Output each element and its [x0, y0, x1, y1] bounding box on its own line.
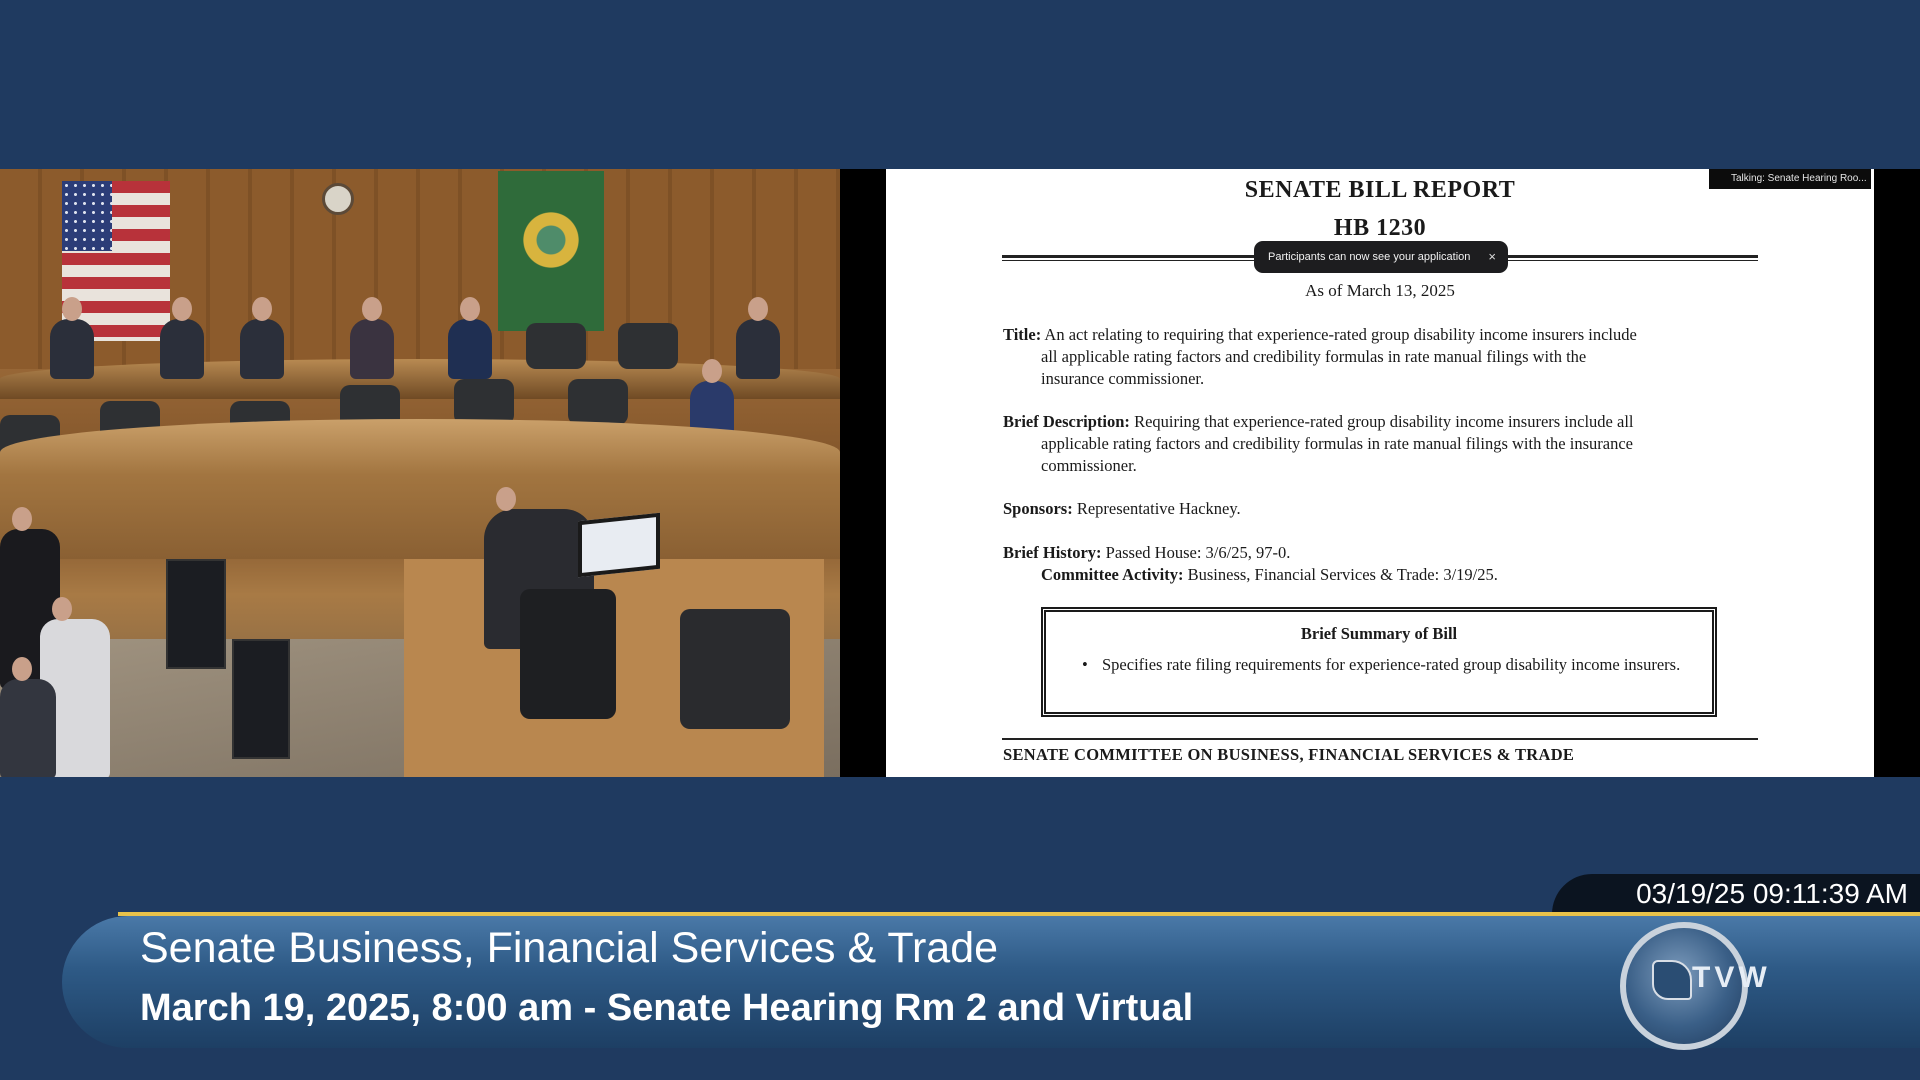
senator-2 — [160, 319, 204, 379]
brief-summary-bullet: • Specifies rate filing requirements for experience-rated group disability income insurers. — [1082, 654, 1682, 676]
brief-history-label: Brief History: — [1003, 543, 1102, 562]
as-of-date: As of March 13, 2025 — [1305, 281, 1455, 300]
laptop-screen — [578, 513, 660, 578]
hearing-room-video — [0, 169, 840, 777]
empty-chair — [454, 379, 514, 425]
state-seal — [520, 209, 582, 271]
brief-description-2: applicable rating factors and credibility formulas in rate manual filings with the insurance — [1041, 434, 1633, 453]
section-rule — [1002, 738, 1758, 740]
program-subtitle: March 19, 2025, 8:00 am - Senate Hearing Rm 2 and Virtual — [140, 987, 1194, 1029]
report-title: SENATE BILL REPORT — [1244, 177, 1516, 203]
close-icon[interactable]: × — [1488, 249, 1496, 264]
senator-1 — [50, 319, 94, 379]
staff-seated — [0, 679, 56, 777]
sponsors-label: Sponsors: — [1003, 499, 1073, 518]
staff-monitor — [232, 639, 290, 759]
committee-heading: SENATE COMMITTEE ON BUSINESS, FINANCIAL SERVICES & TRADE — [1003, 745, 1575, 764]
senator-6 — [736, 319, 780, 379]
empty-chair — [618, 323, 678, 369]
title-text-2: all applicable rating factors and credibility formulas in rate manual filings with the — [1041, 347, 1587, 366]
lower-dais — [0, 419, 840, 559]
title-label: Title: — [1003, 325, 1042, 344]
washington-state-icon — [1652, 960, 1692, 1000]
brief-description-3: commissioner. — [1041, 456, 1137, 475]
title-text-1: An act relating to requiring that experience-rated group disability income insurers include — [1044, 325, 1637, 344]
sponsors-text: Representative Hackney. — [1076, 499, 1241, 518]
title-text-3: insurance commissioner. — [1041, 369, 1205, 388]
staff-monitor — [166, 559, 226, 669]
brief-description-field — [1003, 411, 1763, 477]
bill-number: HB 1230 — [1333, 215, 1427, 241]
senator-4 — [350, 319, 394, 379]
committee-activity-text: Business, Financial Services & Trade: 3/19/25. — [1187, 565, 1498, 584]
tvw-logo-text: TVW — [1692, 961, 1771, 994]
program-title: Senate Business, Financial Services & Trade — [140, 924, 999, 972]
brief-description-1: Requiring that experience-rated group disability income insurers include all — [1134, 412, 1634, 431]
flag-canton — [62, 181, 112, 251]
brief-summary-title: Brief Summary of Bill — [1300, 624, 1458, 643]
brief-history-field — [1003, 542, 1763, 586]
testifier-chair — [520, 589, 616, 719]
brief-description-label: Brief Description: — [1003, 412, 1130, 431]
brief-summary-box — [1041, 607, 1717, 717]
empty-chair — [526, 323, 586, 369]
wall-clock — [322, 183, 354, 215]
sponsors-field — [1003, 498, 1763, 520]
empty-chair — [568, 379, 628, 425]
share-notification — [1254, 241, 1508, 273]
title-field — [1003, 324, 1763, 390]
timestamp: 03/19/25 09:11:39 AM — [1636, 878, 1908, 909]
brief-history-text: Passed House: 3/6/25, 97-0. — [1105, 543, 1291, 562]
senator-3 — [240, 319, 284, 379]
talking-indicator: Talking: Senate Hearing Roo... — [1709, 169, 1871, 189]
senator-5 — [448, 319, 492, 379]
committee-activity-label: Committee Activity: — [1041, 565, 1184, 584]
share-notification-text: Participants can now see your application — [1268, 251, 1471, 263]
empty-chair — [680, 609, 790, 729]
washington-flag — [498, 171, 604, 331]
